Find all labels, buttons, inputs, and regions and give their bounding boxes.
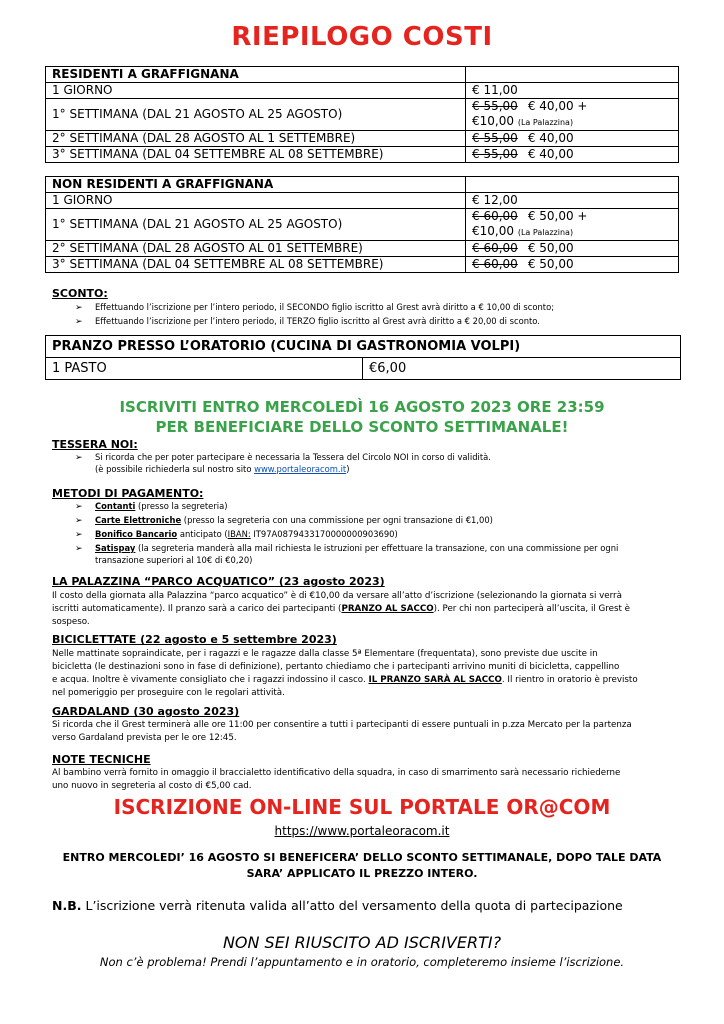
old-price: € 60,00 (472, 257, 518, 271)
page-title: RIEPILOGO COSTI (231, 22, 493, 52)
tessera-heading: TESSERA NOI: (52, 438, 138, 451)
old-price: € 55,00 (472, 99, 518, 113)
note-text: Al bambino verrà fornito in omaggio il braccialetto identificativo della squadra, in caso di smarrimento sarà necessario richiederne uno nuovo in segreteria al costo di €5,00 cad. (52, 768, 621, 791)
price: € 12,00 (472, 193, 518, 207)
old-price: € 55,00 (472, 147, 518, 161)
extra-note: (La Palazzina) (517, 228, 574, 237)
table-row (46, 177, 679, 193)
non-residenti-table (45, 176, 679, 273)
note-heading: NOTE TECNICHE (52, 753, 151, 766)
row-price (466, 147, 679, 163)
table-row (46, 193, 679, 209)
price: € 40,00 (527, 131, 574, 145)
price: € 50,00 (527, 257, 574, 271)
row-label: 2° SETTIMANA (DAL 28 AGOSTO AL 1 SETTEMBRE) (46, 131, 466, 147)
online-notice: ENTRO MERCOLEDI’ 16 AGOSTO SI BENEFICERA’ DELLO SCONTO SETTIMANALE, DOPO TALE DATA SARA’ APPLICATO IL PREZZO INTERO. (62, 851, 662, 880)
palazzina-heading: LA PALAZZINA “PARCO ACQUATICO” (23 agosto 2023) (52, 575, 385, 588)
arrow-bullet-icon: ➢ (75, 453, 83, 463)
table-row (46, 131, 679, 147)
row-price (466, 83, 679, 99)
biciclettate-heading: BICICLETTATE (22 agosto e 5 settembre 2023) (52, 633, 337, 646)
arrow-bullet-icon: ➢ (75, 516, 83, 526)
price: € 50,00 + (527, 209, 588, 223)
list-item: ➢ Si ricorda che per poter partecipare è necessaria la Tessera del Circolo NOI in corso di validità. (75, 452, 491, 463)
footer-text: Non c’è problema! Prendi l’appuntamento e in oratorio, completeremo insieme l’iscrizione. (99, 955, 625, 969)
row-price (466, 193, 679, 209)
price: € 40,00 (527, 147, 574, 161)
table-header: RESIDENTI A GRAFFIGNANA (46, 67, 466, 83)
nb-line: N.B. L’iscrizione verrà ritenuta valida all’atto del versamento della quota di partecipazione (52, 898, 623, 913)
row-label: 3° SETTIMANA (DAL 04 SETTEMBRE AL 08 SETTEMBRE) (46, 147, 466, 163)
row-label: 1 GIORNO (46, 83, 466, 99)
metodi-heading: METODI DI PAGAMENTO: (52, 487, 204, 500)
extra-price: €10,00 (472, 114, 514, 128)
online-heading: ISCRIZIONE ON-LINE SUL PORTALE OR@COM (113, 795, 611, 819)
old-price: € 60,00 (472, 241, 518, 255)
row-price (466, 257, 679, 273)
row-price (466, 209, 679, 241)
table-row (46, 257, 679, 273)
list-item: ➢ Carte Elettroniche (presso la segreteria con una commissione per ogni transazione di €1,00) (75, 515, 493, 526)
table-header: NON RESIDENTI A GRAFFIGNANA (46, 177, 466, 193)
footer-heading: NON SEI RIUSCITO AD ISCRIVERTI? (222, 933, 502, 952)
table-row (46, 358, 681, 380)
row-label: 1 GIORNO (46, 193, 466, 209)
promo-line-2: PER BENEFICIARE DELLO SCONTO SETTIMANALE! (155, 418, 569, 436)
row-price (466, 99, 679, 131)
arrow-bullet-icon: ➢ (75, 303, 83, 313)
list-item: ➢ Effettuando l’iscrizione per l’intero periodo, il SECONDO figlio iscritto al Grest avrà diritto a € 10,00 di sconto; (75, 302, 555, 313)
table-row (46, 147, 679, 163)
table-row (46, 209, 679, 241)
residenti-table (45, 66, 679, 163)
list-item: ➢ Bonifico Bancario anticipato (IBAN: IT97A0879433170000000903690) (75, 529, 398, 540)
row-label: 1° SETTIMANA (DAL 21 AGOSTO AL 25 AGOSTO) (46, 99, 466, 131)
extra-note: (La Palazzina) (517, 118, 574, 127)
tessera-site-line: (è possibile richiederla sul nostro sito www.portaleoracom.it) (95, 464, 350, 474)
gardaland-text: Si ricorda che il Grest terminerà alle ore 11:00 per consentire a tutti i partecipanti di essere puntuali in p.zza Mercato per la partenza verso Gardaland prevista per le ore 12:45. (52, 720, 632, 743)
row-label: 2° SETTIMANA (DAL 28 AGOSTO AL 01 SETTEMBRE) (46, 241, 466, 257)
portal-url[interactable]: https://www.portaleoracom.it (274, 824, 450, 838)
extra-price: €10,00 (472, 224, 514, 238)
row-label: 3° SETTIMANA (DAL 04 SETTEMBRE AL 08 SETTEMBRE) (46, 257, 466, 273)
table-row (46, 241, 679, 257)
arrow-bullet-icon: ➢ (75, 544, 83, 554)
old-price: € 55,00 (472, 131, 518, 145)
pranzo-label: 1 PASTO (46, 358, 363, 380)
pranzo-table (45, 335, 681, 380)
palazzina-text: Il costo della giornata alla Palazzina “parco acquatico” è di €10,00 da versare all’atto d’iscrizione (selezionando la giornata si verrà iscritti automaticamente). Il pranzo sarà a carico dei partecipanti (PRANZO AL SACCO). Per chi non parteciperà all’uscita, il Grest è sospeso. (52, 591, 631, 627)
price: € 50,00 (527, 241, 574, 255)
table-row (46, 99, 679, 131)
price: € 40,00 + (527, 99, 588, 113)
gardaland-heading: GARDALAND (30 agosto 2023) (52, 705, 240, 718)
portal-link[interactable]: www.portaleoracom.it (254, 464, 347, 474)
list-item: ➢ Contanti (presso la segreteria) (75, 501, 228, 512)
table-row (46, 83, 679, 99)
pranzo-price: €6,00 (363, 358, 681, 380)
price: € 11,00 (472, 83, 518, 97)
list-item: ➢ Satispay (la segreteria manderà alla mail richiesta le istruzioni per effettuare la transazione, con una commissione per ogni (75, 543, 619, 554)
row-price (466, 131, 679, 147)
table-row (46, 67, 679, 83)
promo-line-1: ISCRIVITI ENTRO MERCOLEDÌ 16 AGOSTO 2023 ORE 23:59 (119, 398, 605, 416)
row-price (466, 241, 679, 257)
satispay-continuation: transazione superiori al 10€ di €0,20) (95, 555, 253, 565)
arrow-bullet-icon: ➢ (75, 502, 83, 512)
pranzo-heading: PRANZO PRESSO L’ORATORIO (CUCINA DI GASTRONOMIA VOLPI) (46, 336, 681, 358)
list-item: ➢ Effettuando l’iscrizione per l’intero periodo, il TERZO figlio iscritto al Grest avrà diritto a € 20,00 di sconto. (75, 316, 540, 327)
arrow-bullet-icon: ➢ (75, 317, 83, 327)
row-label: 1° SETTIMANA (DAL 21 AGOSTO AL 25 AGOSTO) (46, 209, 466, 241)
table-row (46, 336, 681, 358)
old-price: € 60,00 (472, 209, 518, 223)
arrow-bullet-icon: ➢ (75, 530, 83, 540)
sconto-heading: SCONTO: (52, 287, 108, 300)
biciclettate-text: Nelle mattinate sopraindicate, per i ragazzi e le ragazze dalla classe 5ª Elementare (frequentata), sono previste due uscite in bicicletta (le destinazioni sono in fase di definizione), pertanto chiediamo che i partecipanti arrivino muniti di bicicletta, cappellino e acqua. Inoltre è vivamente consigliato che i ragazzi indossino il casco. IL PRANZO SARÀ AL SACCO. Il rientro in oratorio è previsto nel pomeriggio per proseguire con le regolari attività. (52, 649, 638, 698)
